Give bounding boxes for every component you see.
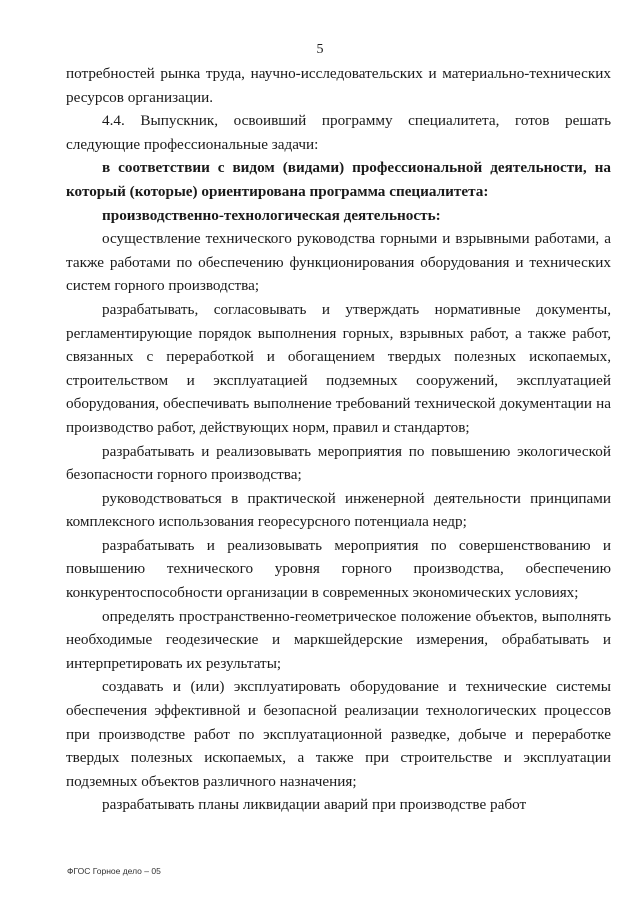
paragraph-activity-type-heading: в соответствии с видом (видами) профессиональной деятельности, на который (которые) ориентирована программа специалитета: bbox=[66, 159, 611, 200]
paragraph-production-heading: производственно-технологическая деятельность: bbox=[102, 206, 441, 224]
document-body bbox=[66, 62, 611, 817]
page-footer: ФГОС Горное дело – 05 bbox=[67, 866, 161, 876]
paragraph-task-1: осуществление технического руководства горными и взрывными работами, а также работами по обеспечению функционирования оборудования и технических систем горного производства; bbox=[66, 230, 611, 295]
paragraph-task-2: разрабатывать, согласовывать и утверждать нормативные документы, регламентирующие порядок выполнения горных, взрывных работ, а также работ, связанных с переработкой и обогащением твердых полезных ископаемых, строительством и эксплуатацией подземных сооружений, эксплуатацией оборудования, обеспечивать выполнение требований технической документации на производство работ, действующих норм, правил и стандартов; bbox=[66, 300, 611, 436]
paragraph-task-6: определять пространственно-геометрическое положение объектов, выполнять необходимые геодезические и маркшейдерские измерения, обрабатывать и интерпретировать их результаты; bbox=[66, 607, 611, 672]
paragraph-task-5: разрабатывать и реализовывать мероприятия по совершенствованию и повышению технического уровня горного производства, обеспечению конкурентоспособности организации в современных экономических условиях; bbox=[66, 536, 611, 602]
paragraph-continuation: потребностей рынка труда, научно-исследовательских и материально-технических ресурсов организации. bbox=[66, 65, 611, 106]
page-number: 5 bbox=[316, 42, 324, 57]
paragraph-4-4: 4.4. Выпускник, освоивший программу специалитета, готов решать следующие профессиональные задачи: bbox=[66, 112, 611, 153]
paragraph-task-8: разрабатывать планы ликвидации аварий при производстве работ bbox=[102, 796, 527, 814]
paragraph-task-4: руководствоваться в практической инженерной деятельности принципами комплексного использования георесурсного потенциала недр; bbox=[66, 489, 611, 531]
paragraph-task-7: создавать и (или) эксплуатировать оборудование и технические системы обеспечения эффективной и безопасной реализации технологических процессов при производстве работ по эксплуатационной разведке, добыче и переработке твердых полезных ископаемых, а также при строительстве и эксплуатации подземных объектов различного назначения; bbox=[66, 678, 611, 790]
paragraph-task-3: разрабатывать и реализовывать мероприятия по повышению экологической безопасности горного производства; bbox=[66, 442, 611, 484]
